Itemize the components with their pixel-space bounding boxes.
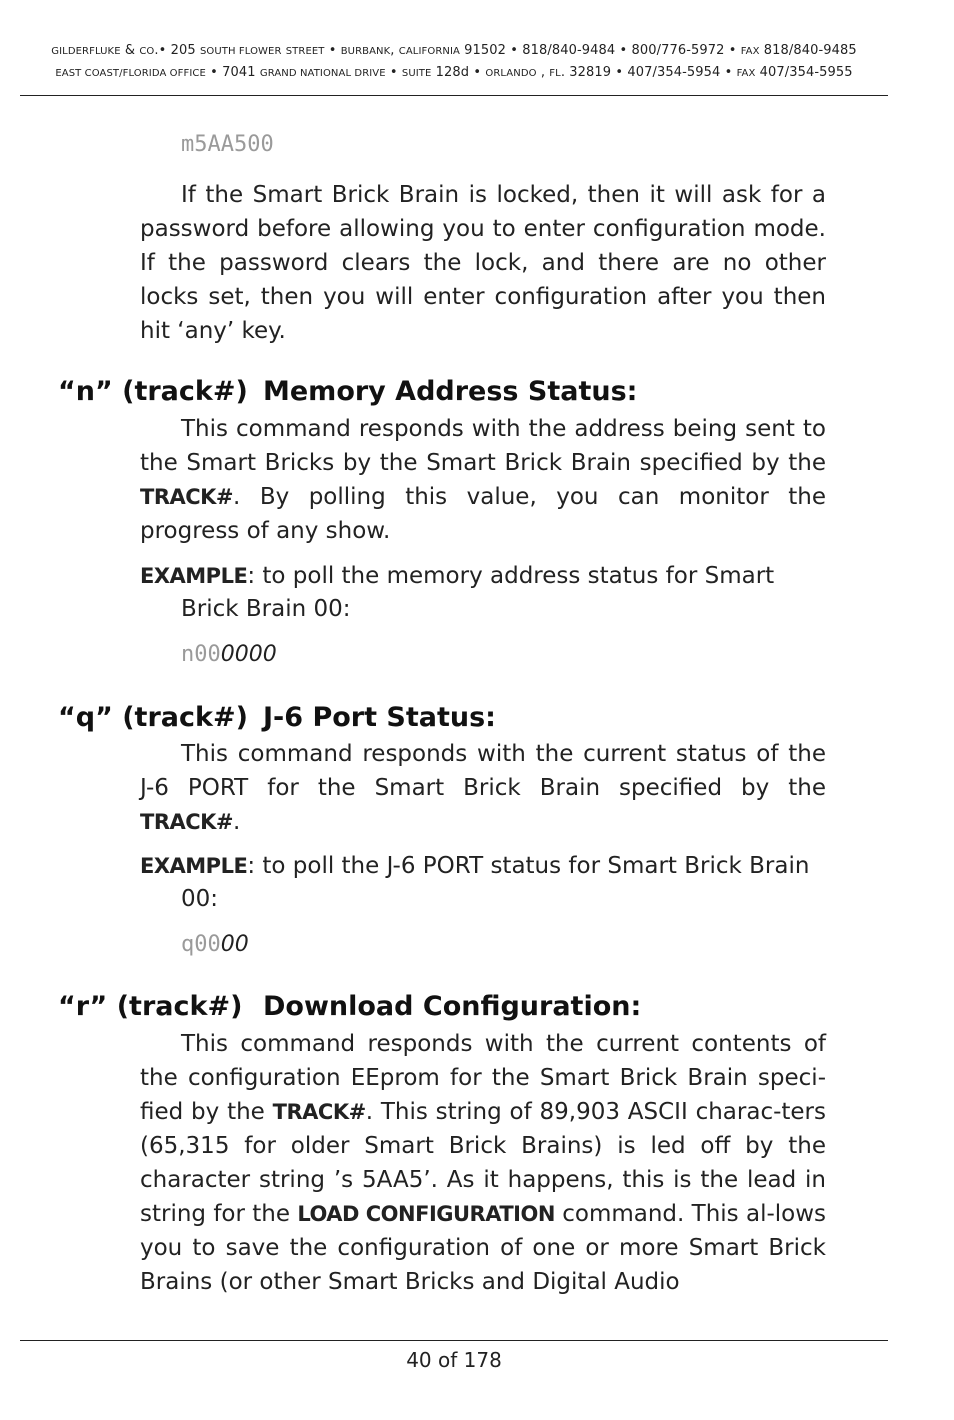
- intro-paragraph: If the Smart Brick Brain is locked, then it will ask for a password before allowing you to enter configuration mode. If the password clears the lock, and there are no other locks set, then you will enter configuration after you then hit ‘any’ key.: [140, 182, 826, 344]
- section-heading-r: [58, 991, 642, 1022]
- footer-divider: [20, 1340, 888, 1341]
- command-name: “n” (track#): [58, 376, 248, 407]
- section-q-example: EXAMPLE: to poll the J-6 PORT status for Smart Brick Brain 00:: [140, 853, 810, 912]
- header-line-1: GILDERFLUKE & CO.• 205 SOUTH FLOWER STREET • BURBANK, CALIFORNIA 91502 • 818/840-9484 • 800/776-5972 • FAX 818/840-9485: [51, 43, 857, 58]
- header-line-2: EAST COAST/FLORIDA OFFICE • 7041 GRAND NATIONAL DRIVE • SUITE 128d • ORLANDO , FL. 32819 • 407/354-5954 • FAX 407/354-5955: [55, 65, 853, 80]
- section-n-paragraph: This command responds with the address being sent to the Smart Bricks by the Smart Brick Brain specified by the TRACK#. By polling this value, you can monitor the progress of any show.: [140, 416, 826, 544]
- page-number: 40 of 178: [406, 1348, 502, 1372]
- command-name: “q” (track#): [58, 702, 248, 733]
- section-q-code: q0000: [181, 932, 249, 957]
- section-q-paragraph: This command responds with the current status of the J-6 PORT for the Smart Brick Brain specified by the TRACK#.: [140, 741, 826, 835]
- header-divider: [20, 95, 888, 96]
- section-heading-n: [58, 376, 638, 407]
- code-example-m5aa500: m5AA500: [181, 132, 274, 157]
- section-r-paragraph: This command responds with the current contents of the configuration EEprom for the Smart Brick Brain speci-fied by the TRACK#. This string of 89,903 ASCII charac-ters (65,315 for older Smart Brick Brains) is led off by the character string ’s 5AA5’. As it happens, this is the lead in string for the LOAD CONFIGURATION command. This al-lows you to save the configuration of one or more Smart Brick Brains (or other Smart Bricks and Digital Audio: [140, 1031, 827, 1295]
- command-name: “r” (track#): [58, 991, 243, 1022]
- section-n-code: n000000: [181, 642, 277, 667]
- section-title: J-6 Port Status:: [263, 702, 496, 733]
- section-heading-q: [58, 702, 496, 733]
- section-title: Download Configuration:: [263, 991, 642, 1022]
- section-n-example: EXAMPLE: to poll the memory address status for Smart Brick Brain 00:: [140, 563, 775, 622]
- page-header: [20, 40, 888, 84]
- section-title: Memory Address Status:: [263, 376, 638, 407]
